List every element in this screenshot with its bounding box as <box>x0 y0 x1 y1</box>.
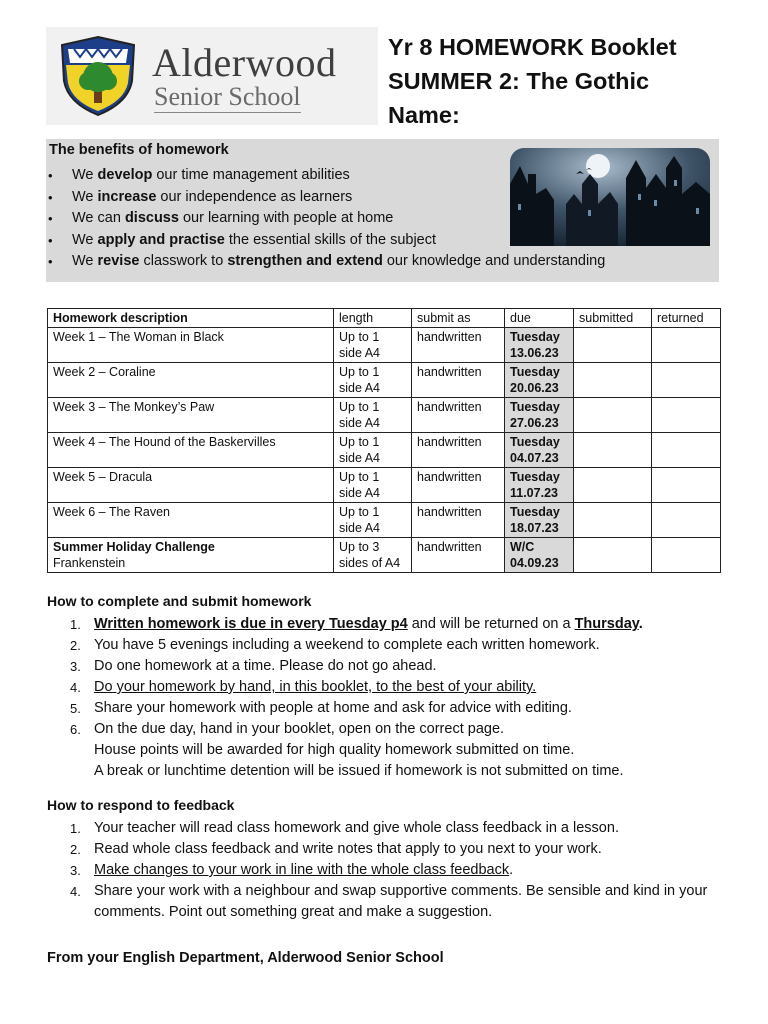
list-item: 1. Written homework is due in every Tuesday p4 and will be returned on a Thursday. <box>70 616 643 632</box>
header-description: Homework description <box>48 309 334 328</box>
header-submit-as: submit as <box>412 309 505 328</box>
table-row <box>48 328 721 363</box>
table-row <box>48 468 721 503</box>
school-logo <box>46 27 378 125</box>
table-header-row <box>48 309 721 328</box>
returned-cell[interactable] <box>652 398 721 433</box>
row-due: Tuesday 13.06.23 <box>505 328 574 363</box>
complete-section <box>47 593 744 782</box>
submitted-cell[interactable] <box>574 363 652 398</box>
row-description: Summer Holiday Challenge Frankenstein <box>48 538 334 573</box>
submitted-cell[interactable] <box>574 503 652 538</box>
row-length: Up to 1 side A4 <box>334 328 412 363</box>
benefits-box <box>46 139 719 282</box>
row-description: Week 4 – The Hound of the Baskervilles <box>48 433 334 468</box>
header-submitted: submitted <box>574 309 652 328</box>
title-line-2: SUMMER 2: The Gothic <box>388 68 650 94</box>
row-submit: handwritten <box>412 503 505 538</box>
header-returned: returned <box>652 309 721 328</box>
row-due: Tuesday 20.06.23 <box>505 363 574 398</box>
row-submit: handwritten <box>412 433 505 468</box>
row-description: Week 2 – Coraline <box>48 363 334 398</box>
benefit-item: • We develop our time management abilities <box>46 165 605 187</box>
row-due: W/C 04.09.23 <box>505 538 574 573</box>
row-due: Tuesday 27.06.23 <box>505 398 574 433</box>
homework-table <box>47 308 721 573</box>
header-due: due <box>505 309 574 328</box>
returned-cell[interactable] <box>652 433 721 468</box>
returned-cell[interactable] <box>652 328 721 363</box>
list-item: 5. Share your homework with people at home and ask for advice with editing. <box>70 700 572 716</box>
row-submit: handwritten <box>412 328 505 363</box>
row-due: Tuesday 04.07.23 <box>505 433 574 468</box>
list-item: 3. Do one homework at a time. Please do not go ahead. <box>70 658 437 674</box>
table-row <box>48 433 721 468</box>
returned-cell[interactable] <box>652 503 721 538</box>
row-submit: handwritten <box>412 538 505 573</box>
submitted-cell[interactable] <box>574 328 652 363</box>
row-description: Week 6 – The Raven <box>48 503 334 538</box>
list-item: 6. On the due day, hand in your booklet, open on the correct page. House points will be awarded for high quality homework submitted on time. A break or lunchtime detention will be issued if homework is not submitted on time. <box>70 721 624 779</box>
footer-signoff: From your English Department, Alderwood Senior School <box>47 950 444 966</box>
benefit-item: • We can discuss our learning with people at home <box>46 208 605 230</box>
table-row <box>48 503 721 538</box>
row-due: Tuesday 11.07.23 <box>505 468 574 503</box>
row-submit: handwritten <box>412 468 505 503</box>
row-length: Up to 1 side A4 <box>334 503 412 538</box>
submitted-cell[interactable] <box>574 433 652 468</box>
feedback-list <box>47 818 744 923</box>
row-length: Up to 1 side A4 <box>334 468 412 503</box>
row-due: Tuesday 18.07.23 <box>505 503 574 538</box>
header-length: length <box>334 309 412 328</box>
complete-list <box>47 614 744 782</box>
list-item: 4. Share your work with a neighbour and swap supportive comments. Be sensible and kind in your comments. Point out something great and make a suggestion. <box>70 883 708 920</box>
submitted-cell[interactable] <box>574 468 652 503</box>
row-description: Week 1 – The Woman in Black <box>48 328 334 363</box>
name-label: Name: <box>388 102 460 128</box>
list-item: 3. Make changes to your work in line with the whole class feedback. <box>70 862 514 878</box>
school-crest-icon <box>58 35 138 117</box>
submitted-cell[interactable] <box>574 538 652 573</box>
list-item: 4. Do your homework by hand, in this booklet, to the best of your ability. <box>70 679 537 695</box>
list-item: 2. Read whole class feedback and write notes that apply to you next to your work. <box>70 841 602 857</box>
row-length: Up to 1 side A4 <box>334 433 412 468</box>
row-length: Up to 1 side A4 <box>334 363 412 398</box>
school-subtitle: Senior School <box>154 82 301 111</box>
returned-cell[interactable] <box>652 363 721 398</box>
table-row <box>48 363 721 398</box>
row-length: Up to 1 side A4 <box>334 398 412 433</box>
list-item: 2. You have 5 evenings including a weekend to complete each written homework. <box>70 637 600 653</box>
benefit-item: • We apply and practise the essential skills of the subject <box>46 230 605 252</box>
table-row <box>48 398 721 433</box>
list-item: 1. Your teacher will read class homework and give whole class feedback in a lesson. <box>70 820 619 836</box>
row-description: Week 5 – Dracula <box>48 468 334 503</box>
row-submit: handwritten <box>412 363 505 398</box>
feedback-section <box>47 797 744 923</box>
row-submit: handwritten <box>412 398 505 433</box>
gothic-castle-image <box>506 144 714 250</box>
table-row <box>48 538 721 573</box>
complete-heading: How to complete and submit homework <box>47 593 312 609</box>
row-length: Up to 3 sides of A4 <box>334 538 412 573</box>
submitted-cell[interactable] <box>574 398 652 433</box>
title-line-1: Yr 8 HOMEWORK Booklet <box>388 34 677 60</box>
booklet-title <box>388 30 677 132</box>
feedback-heading: How to respond to feedback <box>47 797 235 813</box>
benefit-item: • We revise classwork to strengthen and extend our knowledge and understanding <box>46 251 605 273</box>
returned-cell[interactable] <box>652 468 721 503</box>
benefits-heading: The benefits of homework <box>49 142 229 158</box>
row-description: Week 3 – The Monkey’s Paw <box>48 398 334 433</box>
returned-cell[interactable] <box>652 538 721 573</box>
benefit-item: • We increase our independence as learners <box>46 187 605 209</box>
school-name: Alderwood <box>152 40 337 85</box>
